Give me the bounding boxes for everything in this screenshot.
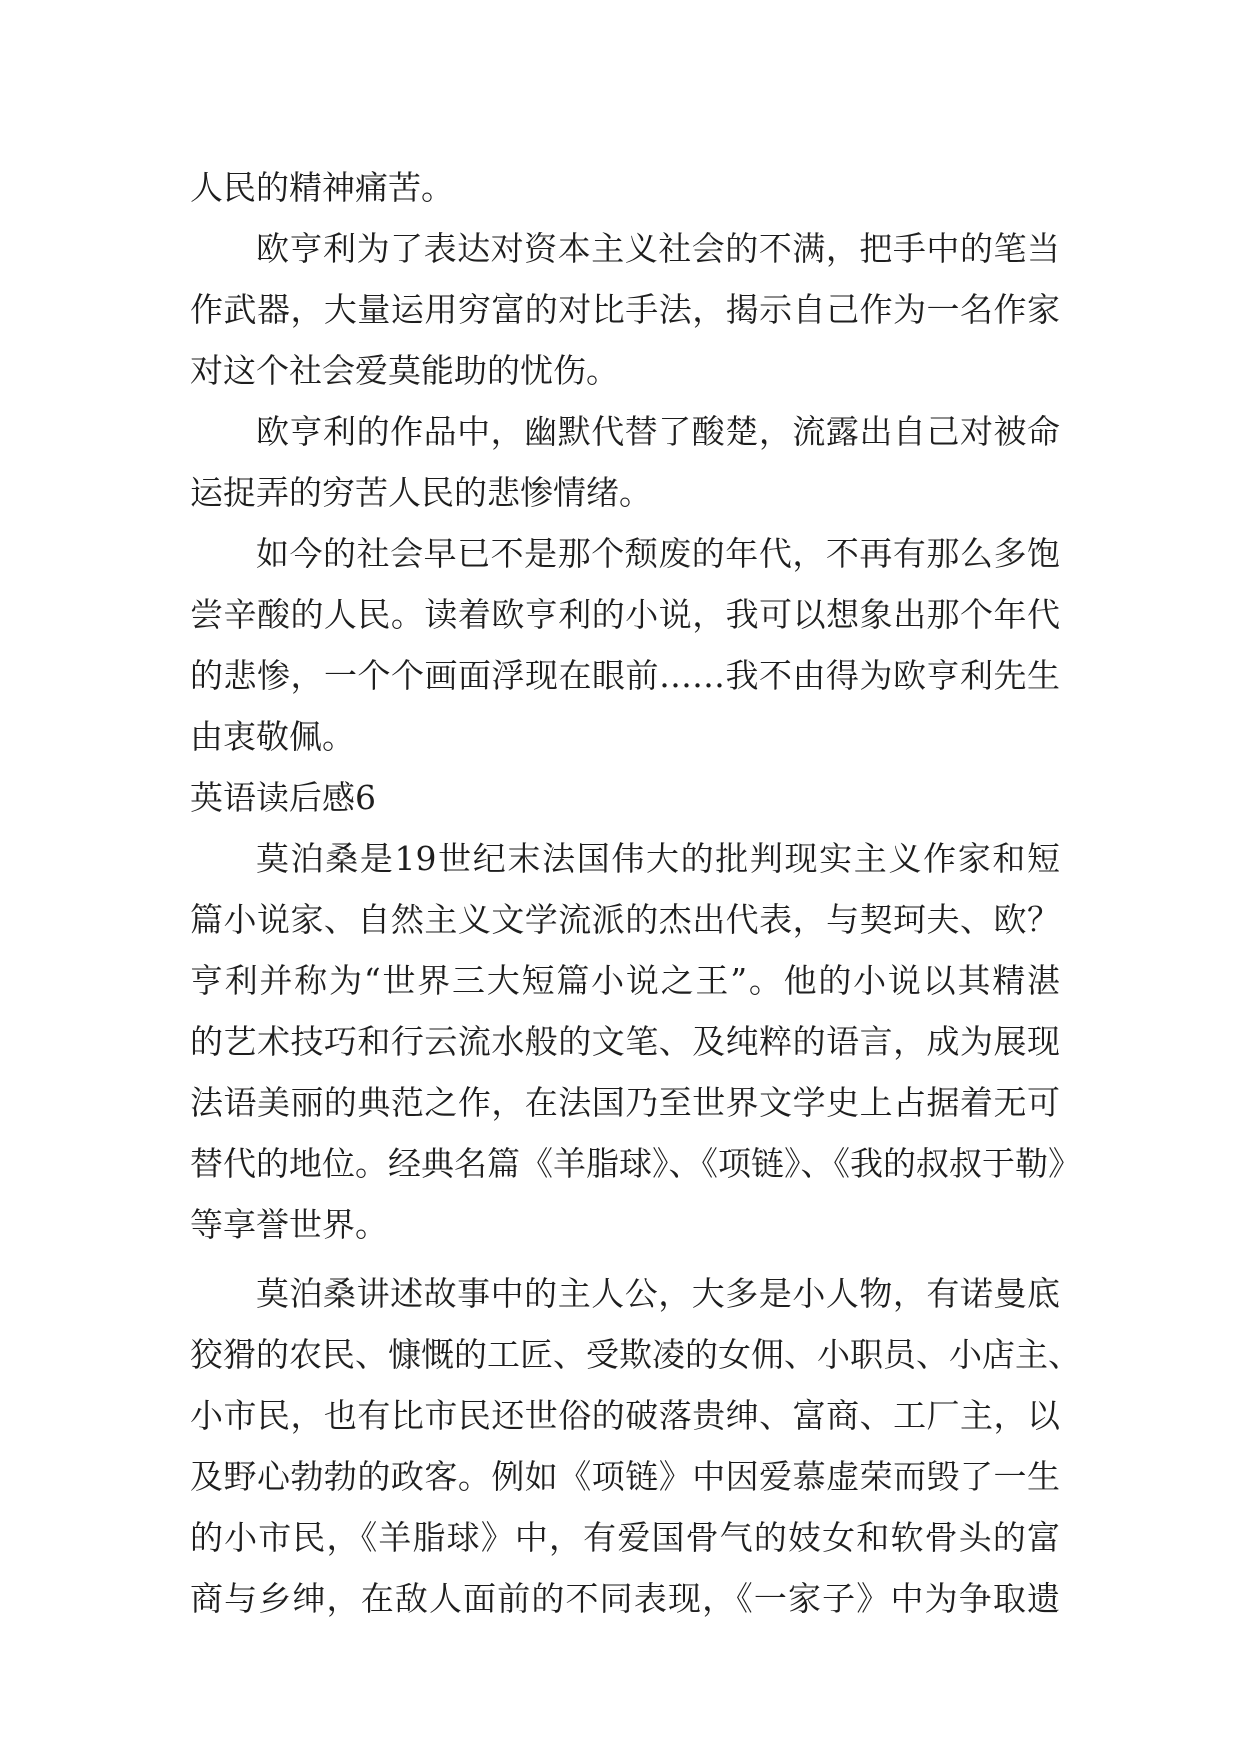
- text-line: 莫泊桑讲述故事中的主人公，大多是小人物，有诺曼底: [256, 1274, 1060, 1313]
- document-body: [190, 157, 1081, 1629]
- text-line: 对这个社会爱莫能助的忧伤。: [190, 351, 619, 390]
- text-line: 的小市民，《羊脂球》中，有爱国骨气的妓女和软骨头的富: [190, 1518, 1060, 1557]
- text-line: 篇小说家、自然主义文学流派的杰出代表，与契珂夫、欧？: [190, 900, 1060, 939]
- text-line: 法语美丽的典范之作，在法国乃至世界文学史上占据着无可: [190, 1083, 1060, 1122]
- text-line: 及野心勃勃的政客。例如《项链》中因爱慕虚荣而毁了一生: [190, 1457, 1060, 1496]
- text-line: 莫泊桑是19世纪末法国伟大的批判现实主义作家和短: [256, 839, 1060, 878]
- text-line: 商与乡绅，在敌人面前的不同表现，《一家子》中为争取遗: [190, 1579, 1060, 1618]
- section-heading: 英语读后感6: [190, 778, 376, 817]
- text-line: 小市民，也有比市民还世俗的破落贵绅、富商、工厂主，以: [190, 1396, 1060, 1435]
- text-line: 等享誉世界。: [190, 1205, 388, 1244]
- text-line: 替代的地位。经典名篇《羊脂球》、《项链》、《我的叔叔于勒》: [190, 1144, 1081, 1183]
- text-line: 欧亨利为了表达对资本主义社会的不满，把手中的笔当: [256, 229, 1060, 268]
- text-line: 尝辛酸的人民。读着欧亨利的小说，我可以想象出那个年代: [190, 595, 1060, 634]
- text-line: 亨利并称为“世界三大短篇小说之王”。他的小说以其精湛: [190, 961, 1060, 1000]
- text-line: 由衷敬佩。: [190, 717, 355, 756]
- text-line: 人民的精神痛苦。: [190, 168, 454, 207]
- text-line: 欧亨利的作品中，幽默代替了酸楚，流露出自己对被命: [256, 412, 1060, 451]
- text-line: 作武器，大量运用穷富的对比手法，揭示自己作为一名作家: [190, 290, 1060, 329]
- text-line: 如今的社会早已不是那个颓废的年代，不再有那么多饱: [256, 534, 1060, 573]
- text-line: 的悲惨，一个个画面浮现在眼前……我不由得为欧亨利先生: [190, 656, 1060, 695]
- text-line: 运捉弄的穷苦人民的悲惨情绪。: [190, 473, 652, 512]
- text-line: 的艺术技巧和行云流水般的文笔、及纯粹的语言，成为展现: [190, 1022, 1060, 1061]
- text-line: 狡猾的农民、慷慨的工匠、受欺凌的女佣、小职员、小店主、: [190, 1335, 1081, 1374]
